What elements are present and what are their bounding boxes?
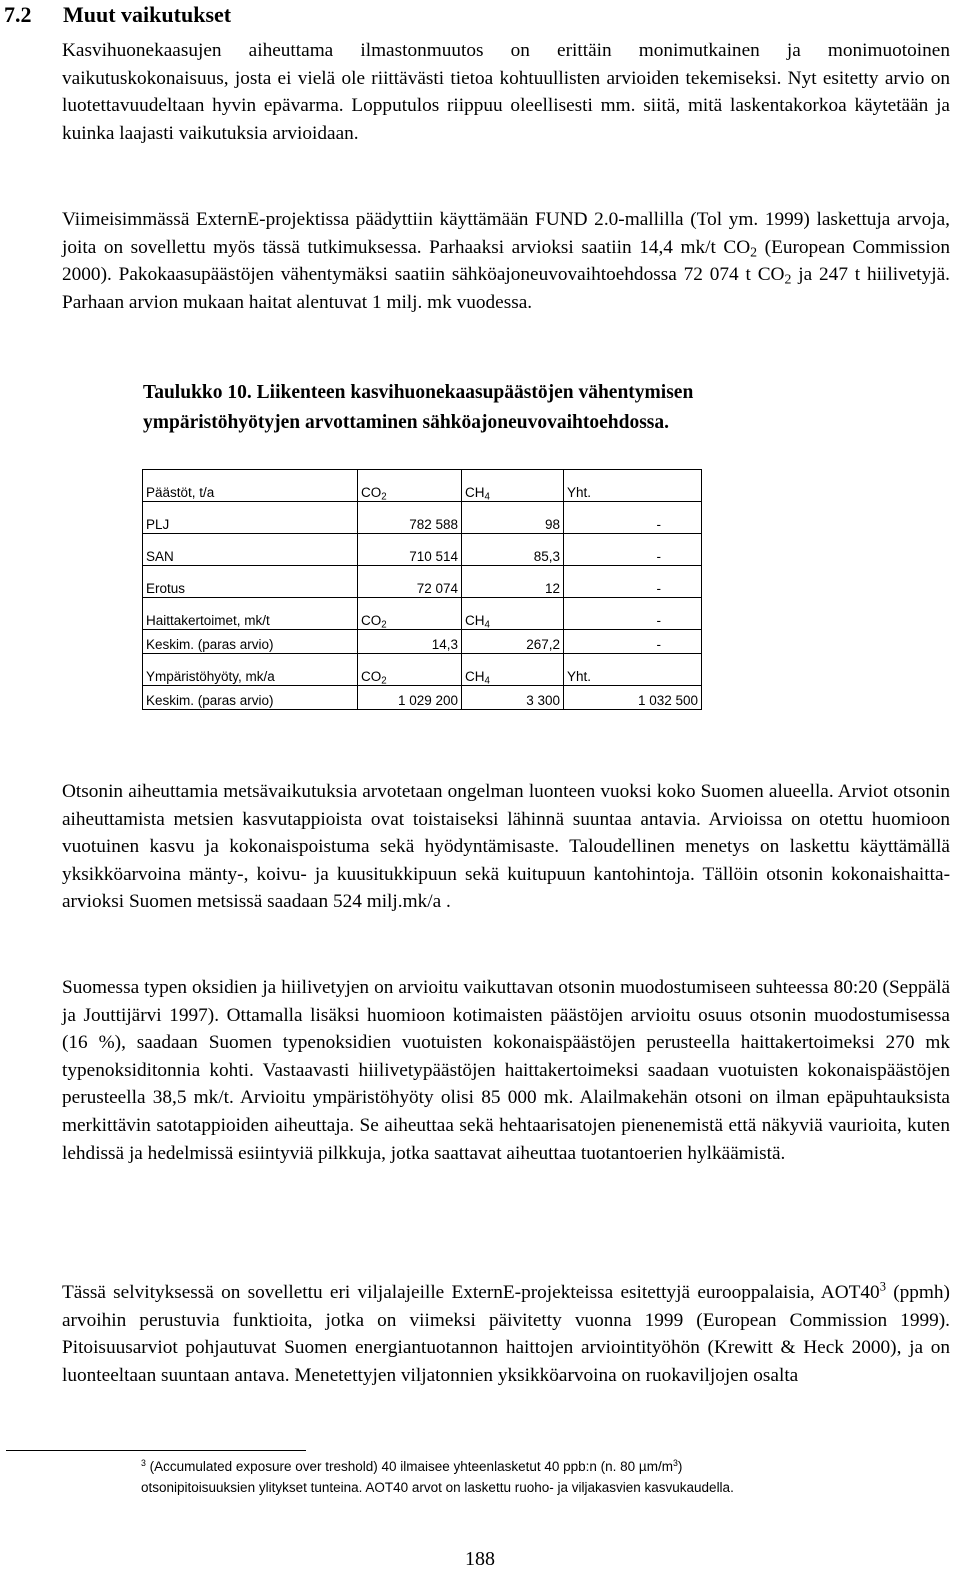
table-row <box>143 470 702 502</box>
table-cell: $CO_2$ <box>358 654 462 686</box>
section-title: Muut vaikutukset <box>63 2 232 27</box>
paragraph-3: Otsonin aiheuttamia metsävaikutuksia arvotetaan ongelman luonteen vuoksi koko Suomen alueella. Arviot otsonin aiheuttamista metsien kasvutappioista ovat toistaiseksi lähinnä suuntaa antavia. Arvioissa on otettu huomioon vuotuinen kasvu ja kokonaispoistuma sekä hyödyntämisaste. Taloudellinen menetys on laskettu käyttämällä yksikköarvoina mänty-, koivu- ja kuusitukkipuun sekä kuitupuun kantohintoja. Tällöin otsonin kokonaishaitta-arvioksi Suomen metsissä saadaan 524 milj.mk/a . <box>62 781 950 913</box>
table-cell: Yht. <box>564 470 702 502</box>
table-row <box>143 686 702 710</box>
table-cell: $CH_4$ <box>462 654 564 686</box>
paragraph-5: Tässä selvityksessä on sovellettu eri viljalajeille ExternE-projekteissa esitettyjä eurooppalaisia, $AOT40^3$ (ppmh) arvoihin perustuvia funktioita, jotka on viimeksi päivitetty vuonna 1999 (European Commission 1999). Pitoisuusarviot pohjautuvat Suomen energiantuotannon haittojen arviointityöhön (Krewitt & Heck 2000), ja on luonteeltaan suuntaan antava. Menetettyjen viljatonnien yksikköarvoina on ruokaviljojen osalta <box>62 1279 950 1386</box>
footnote-line-1: $^3$ (Accumulated exposure over treshold) 40 ilmaisee yhteenlasketut 40 ppb:n (n. 80 $\mu m/m^3$) <box>141 1457 683 1474</box>
paragraph-1: Kasvihuonekaasujen aiheuttama ilmastonmuutos on erittäin monimutkainen ja monimuotoinen vaikutuskokonaisuus, josta ei vielä ole riittävästi tietoa kohtuullisten arvioiden tekemiseksi. Nyt esitetty arvio on luotettavuudeltaan hyvin epävarma. Lopputulos riippuu oleellisesti mm. siitä, mitä laskentakorkoa käytetään ja kuinka laajasti vaikutuksia arvioidaan. <box>62 40 950 144</box>
table-cell: 85,3 <box>462 534 564 566</box>
table-cell: - <box>564 566 702 598</box>
paragraph-2: Viimeisimmässä ExternE-projektissa päädyttiin käyttämään FUND 2.0-mallilla (Tol ym. 1999) laskettuja arvoja, joita on sovellettu myös tässä tutkimuksessa. Parhaaksi arvioksi saatiin 14,4 mk/t $CO_2$ (European Commission 2000). Pakokaasupäästöjen vähentymäksi saatiin sähköajoneuvovaihtoehdossa 72 074 t $CO_2$ ja 247 t hiilivetyjä. Parhaan arvion mukaan haitat alentuvat 1 milj. mk vuodessa. <box>62 209 951 313</box>
table-cell: 782 588 <box>358 502 462 534</box>
section-number: 7.2 <box>4 2 32 27</box>
table-cell: 1 029 200 <box>358 686 462 710</box>
table-cell: SAN <box>143 534 358 566</box>
table-row <box>143 566 702 598</box>
table-cell: $CO_2$ <box>358 470 462 502</box>
table-cell: - <box>564 630 702 654</box>
table-cell: Haittakertoimet, mk/t <box>143 598 358 630</box>
table-cell: - <box>564 534 702 566</box>
table-cell: PLJ <box>143 502 358 534</box>
table-cell: 12 <box>462 566 564 598</box>
table-cell: Keskim. (paras arvio) <box>143 686 358 710</box>
table-cell: $CH_4$ <box>462 598 564 630</box>
caption-line-2: ympäristöhyötyjen arvottaminen sähköajoneuvovaihtoehdossa. <box>143 412 669 433</box>
table-cell: Päästöt, t/a <box>143 470 358 502</box>
table-row <box>143 598 702 630</box>
table-row <box>143 630 702 654</box>
table-cell: 98 <box>462 502 564 534</box>
table-row <box>143 654 702 686</box>
table-caption <box>143 378 943 438</box>
table-cell: - <box>564 598 702 630</box>
footnote-line-2: otsonipitoisuuksien ylitykset tunteina. AOT40 arvot on laskettu ruoho- ja viljakasvien kasvukaudella. <box>141 1480 734 1495</box>
table-cell: Keskim. (paras arvio) <box>143 630 358 654</box>
footnote-divider <box>6 1450 306 1451</box>
paragraph-4: Suomessa typen oksidien ja hiilivetyjen on arvioitu vaikuttavan otsonin muodostumiseen suhteessa 80:20 (Seppälä ja Jouttijärvi 1997). Ottamalla lisäksi huomioon kotimaisten päästöjen arvioitu osuus otsonin muodostumisessa (16 %), saadaan Suomen typenoksidien vuotuisten kokonaispäästöjen perusteella haittakertoimeksi 270 mk typenoksiditonnia kohti. Vastaavasti hiilivetypäästöjen haittakertoimeksi saadaan vuotuisten kokonaispäästöjen perusteella 38,5 mk/t. Arvioitu ympäristöhyöty olisi 85 000 mk. Alailmakehän otsoni on ilman epäpuhtauksista merkittävin satotappioiden aiheuttaja. Se aiheuttaa sekä hehtaarisatojen pienenemistä että näkyviä vaurioita, kuten lehdissä ja hedelmissä esiintyviä pilkkuja, jotka saattavat aiheuttaa tuotantoerien hylkäämistä. <box>62 977 950 1164</box>
table-cell: 1 032 500 <box>564 686 702 710</box>
table-cell: 72 074 <box>358 566 462 598</box>
table-cell: 3 300 <box>462 686 564 710</box>
table-cell: $CO_2$ <box>358 598 462 630</box>
table-cell: Erotus <box>143 566 358 598</box>
table-cell: - <box>564 502 702 534</box>
table-cell: $CH_4$ <box>462 470 564 502</box>
table-cell: Yht. <box>564 654 702 686</box>
table-cell: 710 514 <box>358 534 462 566</box>
table-cell: 267,2 <box>462 630 564 654</box>
table-row <box>143 534 702 566</box>
section-heading <box>4 2 231 28</box>
caption-line-1: Taulukko 10. Liikenteen kasvihuonekaasupäästöjen vähentymisen <box>143 382 694 403</box>
table-row <box>143 502 702 534</box>
table-cell: Ympäristöhyöty, mk/a <box>143 654 358 686</box>
footnote <box>141 1456 941 1498</box>
page-number: 188 <box>465 1548 495 1570</box>
table-cell: 14,3 <box>358 630 462 654</box>
emissions-table <box>142 469 702 710</box>
